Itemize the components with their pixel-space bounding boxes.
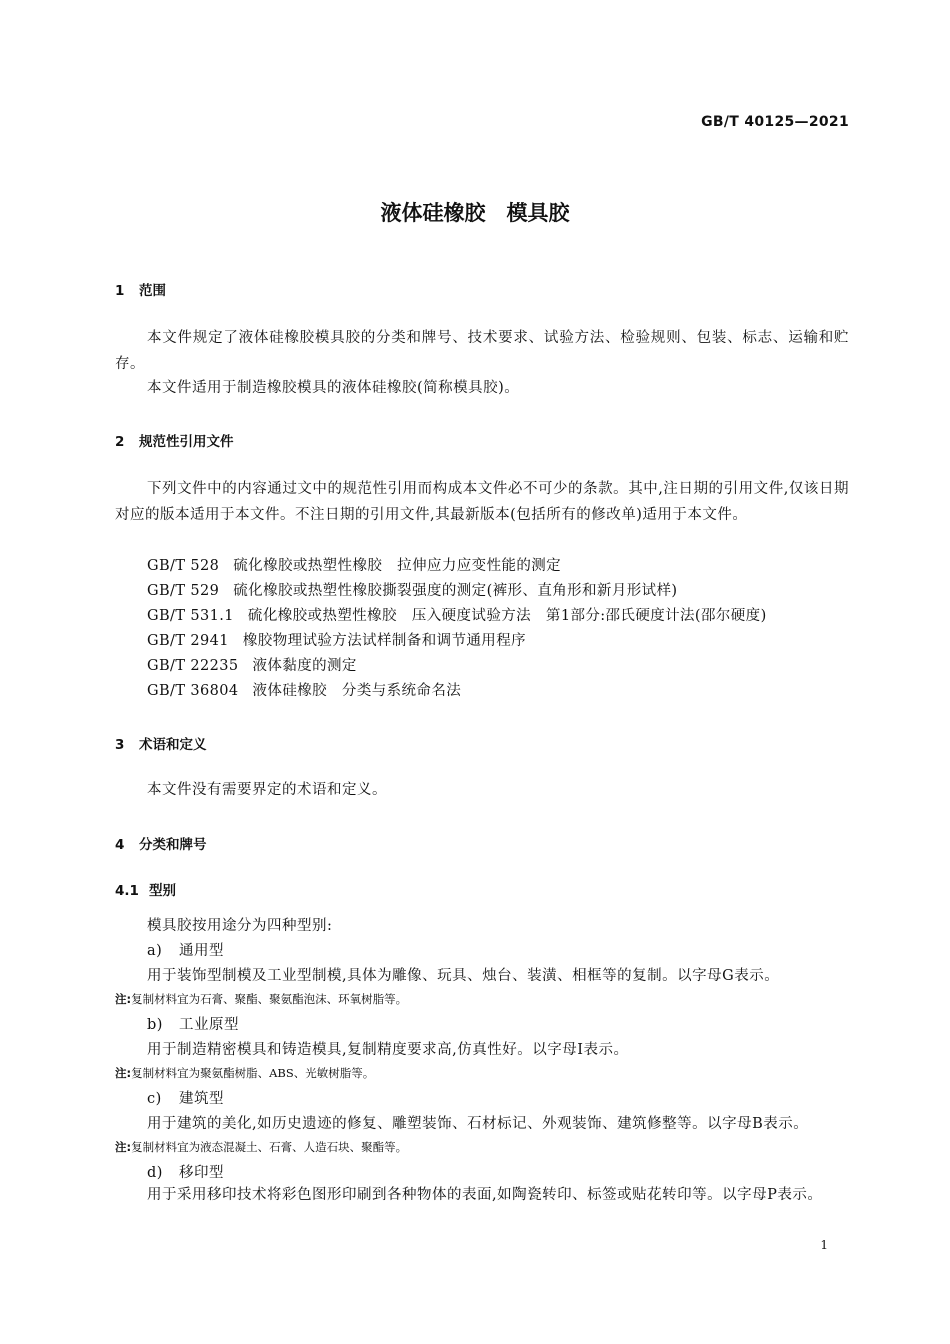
- reference-code: GB/T 529: [147, 583, 220, 599]
- reference-code: GB/T 528: [147, 558, 220, 574]
- type-note: [115, 1065, 374, 1081]
- section-title: 规范性引用文件: [139, 434, 234, 450]
- type-note: [115, 1139, 407, 1155]
- reference-name: 液体黏度的测定: [252, 658, 357, 674]
- type-label: a): [147, 943, 163, 959]
- type-name: 工业原型: [179, 1017, 239, 1033]
- section-title: 术语和定义: [139, 737, 207, 753]
- note-text: 复制材料宜为石膏、聚酯、聚氨酯泡沫、环氧树脂等。: [131, 992, 408, 1006]
- reference-name: 硫化橡胶或热塑性橡胶撕裂强度的测定(裤形、直角形和新月形试样): [233, 583, 678, 599]
- note-text: 复制材料宜为液态混凝土、石膏、人造石块、聚酯等。: [131, 1140, 408, 1154]
- references-paragraph: 下列文件中的内容通过文中的规范性引用而构成本文件必不可少的条款。其中,注日期的引用文件,仅该日期对应的版本适用于本文件。不注日期的引用文件,其最新版本(包括所有的修改单)适用于本文件。: [115, 481, 849, 523]
- reference-name: 硫化橡胶或热塑性橡胶 拉伸应力应变性能的测定: [233, 558, 562, 574]
- standard-number: GB/T 40125—2021: [701, 114, 849, 130]
- section-number: 1: [115, 283, 125, 299]
- section-3-heading: [115, 733, 207, 753]
- page-number: 1: [820, 1238, 828, 1252]
- reference-item: [147, 554, 561, 575]
- reference-code: GB/T 36804: [147, 683, 239, 699]
- type-description: 用于建筑的美化,如历史遗迹的修复、雕塑装饰、石材标记、外观装饰、建筑修整等。以字母B表示。: [147, 1116, 809, 1132]
- reference-item: [147, 604, 767, 625]
- note-label: 注:: [115, 992, 132, 1006]
- section-number: 3: [115, 737, 125, 753]
- section-2-heading: [115, 430, 234, 450]
- type-item-heading: [147, 1087, 224, 1108]
- document-title: 液体硅橡胶 模具胶: [380, 201, 570, 225]
- type-item-heading: [147, 939, 224, 960]
- type-name: 通用型: [179, 943, 224, 959]
- section-number: 4: [115, 837, 125, 853]
- reference-code: GB/T 22235: [147, 658, 239, 674]
- section-4-1-heading: [115, 879, 176, 899]
- reference-item: [147, 654, 357, 675]
- section-number: 4.1: [115, 883, 139, 899]
- reference-item: [147, 679, 461, 700]
- type-item-heading: [147, 1013, 239, 1034]
- reference-name: 液体硅橡胶 分类与系统命名法: [252, 683, 462, 699]
- terms-paragraph: 本文件没有需要界定的术语和定义。: [147, 782, 387, 798]
- type-description: 用于采用移印技术将彩色图形印刷到各种物体的表面,如陶瓷转印、标签或贴花转印等。以字母P表示。: [147, 1187, 823, 1203]
- note-label: 注:: [115, 1140, 132, 1154]
- type-label: d): [147, 1165, 163, 1181]
- type-name: 移印型: [179, 1165, 224, 1181]
- note-text: 复制材料宜为聚氨酯树脂、ABS、光敏树脂等。: [131, 1066, 375, 1080]
- section-title: 范围: [139, 283, 166, 299]
- scope-paragraph-1: 本文件规定了液体硅橡胶模具胶的分类和牌号、技术要求、试验方法、检验规则、包装、标志、运输和贮存。: [115, 330, 849, 372]
- section-1-heading: [115, 279, 166, 299]
- reference-item: [147, 629, 526, 650]
- reference-item: [147, 579, 678, 600]
- section-title: 型别: [149, 883, 176, 899]
- type-name: 建筑型: [179, 1091, 224, 1107]
- type-description: 用于装饰型制模及工业型制模,具体为雕像、玩具、烛台、装潢、相框等的复制。以字母G表示。: [147, 968, 780, 984]
- type-note: [115, 991, 407, 1007]
- types-intro: 模具胶按用途分为四种型别:: [147, 918, 333, 934]
- type-label: c): [147, 1091, 162, 1107]
- scope-paragraph-2: 本文件适用于制造橡胶模具的液体硅橡胶(简称模具胶)。: [147, 380, 520, 396]
- reference-code: GB/T 2941: [147, 633, 229, 649]
- note-label: 注:: [115, 1066, 132, 1080]
- section-number: 2: [115, 434, 125, 450]
- section-4-heading: [115, 833, 207, 853]
- type-description: 用于制造精密模具和铸造模具,复制精度要求高,仿真性好。以字母I表示。: [147, 1042, 629, 1058]
- section-title: 分类和牌号: [139, 837, 207, 853]
- reference-name: 橡胶物理试验方法试样制备和调节通用程序: [242, 633, 527, 649]
- reference-code: GB/T 531.1: [147, 608, 234, 624]
- type-item-heading: [147, 1161, 224, 1182]
- reference-name: 硫化橡胶或热塑性橡胶 压入硬度试验方法 第1部分:邵氏硬度计法(邵尔硬度): [247, 608, 767, 624]
- type-label: b): [147, 1017, 163, 1033]
